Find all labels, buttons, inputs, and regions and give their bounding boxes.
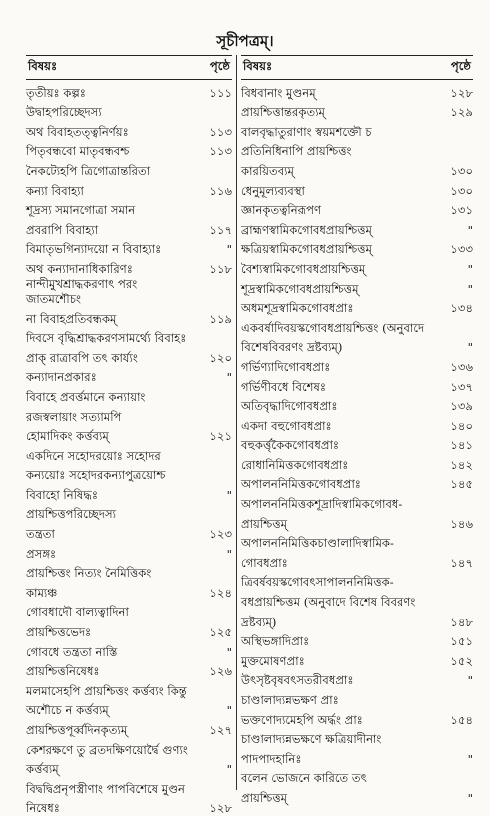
index-entry xyxy=(241,81,473,101)
index-entry xyxy=(26,522,232,542)
entry-subject: একদা বহুগোবধপ্রাঃ xyxy=(241,418,332,433)
index-entry xyxy=(241,101,473,121)
index-entry xyxy=(241,375,473,395)
entry-page-number: " xyxy=(467,281,473,296)
entry-page-number: ১২৬ xyxy=(209,664,232,679)
index-entry xyxy=(241,708,473,728)
index-entry xyxy=(241,395,473,415)
index-entry xyxy=(26,218,232,238)
entry-subject: দ্রষ্টব্যম্) xyxy=(241,614,277,629)
entry-page-number: ১৪২ xyxy=(450,457,473,472)
entry-page-number: ১১৯ xyxy=(209,311,232,326)
index-entry xyxy=(26,366,232,386)
entry-subject: প্রায়শ্চিত্তভেদঃ xyxy=(26,625,92,640)
entry-subject: কন্যাদানপ্রকারঃ xyxy=(26,370,97,385)
index-entry xyxy=(26,238,232,258)
entry-subject: উৎসৃষ্টবৃষবৎসতরীবধপ্রাঃ xyxy=(241,673,354,688)
entry-subject: অপালননিমিত্তিকচাণ্ডালাদিস্বামিক- xyxy=(241,536,394,551)
index-entry xyxy=(26,425,232,445)
entry-page-number: ১৪৭ xyxy=(450,555,473,570)
index-entry xyxy=(26,81,232,101)
entry-subject: বিমাতৃভগিন্যাদয়ো ন বিবাহ্যাঃ xyxy=(26,242,162,257)
entry-subject: নিষেধঃ xyxy=(26,801,60,816)
index-entry xyxy=(26,101,232,121)
index-entry xyxy=(26,640,232,660)
entry-page-number: ১২৮ xyxy=(450,85,473,100)
entry-subject: একবর্ষাদিবয়স্কগোবধপ্রায়শ্চিত্তং (অনুবাদে xyxy=(241,320,425,335)
entry-page-number: ১৩৭ xyxy=(450,379,473,394)
entry-subject: গোবধে তন্ত্রতা নাস্তি xyxy=(26,644,118,659)
entry-page-number: ১৩৯ xyxy=(450,399,473,414)
index-entry xyxy=(241,355,473,375)
column-divider xyxy=(236,55,237,790)
index-entry xyxy=(26,277,232,307)
entry-page-number: " xyxy=(226,370,232,385)
index-entry xyxy=(241,473,473,493)
subject-header: বিষয়ঃ xyxy=(243,59,273,73)
entry-subject: রজস্বলায়াং সত্যামপি xyxy=(26,409,122,424)
index-entry xyxy=(241,669,473,689)
index-entry xyxy=(26,562,232,582)
index-entry xyxy=(241,630,473,650)
entry-page-number: ১২৪ xyxy=(209,585,232,600)
index-entry xyxy=(241,277,473,297)
subject-header: বিষয়ঃ xyxy=(28,59,58,73)
index-entry xyxy=(241,512,473,532)
index-entry xyxy=(241,434,473,454)
entry-subject: ব্রাহ্মণস্বামিকগোবধপ্রায়শ্চিত্তম্ xyxy=(241,222,372,237)
entry-subject: অথ বিবাহতত্ত্বনির্ণয়ঃ xyxy=(26,124,129,139)
entry-page-number: " xyxy=(467,751,473,766)
index-entry xyxy=(26,738,232,758)
entry-subject: ধেনুমূল্যব্যবস্থা xyxy=(241,183,305,198)
index-entry xyxy=(241,767,473,787)
index-entry xyxy=(241,649,473,669)
entry-subject: পাদপাদহানিঃ xyxy=(241,751,302,766)
entry-subject: ক্ষত্রিয়স্বামিকগোবধপ্রায়শ্চিত্তম্ xyxy=(241,242,372,257)
entry-subject: বিদ্বদ্বিপ্রনৃপস্ত্রীণাং পাপবিশেষে মুণ্ডন xyxy=(26,781,185,796)
entry-subject: দিবসে বৃদ্ধিশ্রাদ্ধকরণসামর্থ্যে বিবাহঃ xyxy=(26,331,187,346)
index-entry xyxy=(241,238,473,258)
index-entry xyxy=(26,718,232,738)
index-entry xyxy=(241,590,473,610)
entry-page-number: ১৩০ xyxy=(450,163,473,178)
entry-page-number: ১১৩ xyxy=(209,144,232,159)
entry-page-number: ১১৭ xyxy=(209,222,232,237)
entry-subject: ভক্তণোদ্যমেহপি অর্দ্ধং প্রাঃ xyxy=(241,712,363,727)
entry-subject: কেশরক্ষণে তু ব্রতদক্ষিণয়োর্দ্বৈ গুণ্যং xyxy=(26,742,188,757)
entry-page-number: ১১১ xyxy=(209,85,232,100)
index-entry xyxy=(26,327,232,347)
index-entry xyxy=(241,571,473,591)
entry-subject: প্রায়শ্চিত্তান্তরকৃত্যম্ xyxy=(241,105,325,120)
entry-page-number: " xyxy=(226,644,232,659)
index-entry xyxy=(241,218,473,238)
index-entry xyxy=(241,786,473,806)
entry-subject: বলেন ভোজনে কারিতে তৎ xyxy=(241,771,367,786)
index-entry xyxy=(26,120,232,140)
index-entry xyxy=(26,777,232,797)
index-entry xyxy=(241,336,473,356)
index-entry xyxy=(241,297,473,317)
entry-page-number: ১২৯ xyxy=(450,105,473,120)
right-entries xyxy=(241,81,473,806)
entry-subject: অস্থিভঙ্গাদিপ্রাঃ xyxy=(241,634,310,649)
entry-page-number: ১২৩ xyxy=(209,527,232,542)
entry-subject: অতিবৃদ্ধাদিগোবধপ্রাঃ xyxy=(241,399,338,414)
index-entry xyxy=(241,492,473,512)
entry-subject: তৃতীয়ঃ কল্পঃ xyxy=(26,85,86,100)
index-entry xyxy=(241,688,473,708)
entry-page-number: ১৪১ xyxy=(450,438,473,453)
index-entry xyxy=(26,199,232,219)
entry-subject: কন্যয়োঃ সহোদরকন্যাপুত্রয়োশ্চ xyxy=(26,468,166,483)
entry-subject: শূদ্রস্বামিকগোবধপ্রায়শ্চিত্তম্ xyxy=(241,281,359,296)
entry-subject: মলমাসেহপি প্রায়শ্চিত্তং কর্ত্তব্যং কিন্তু xyxy=(26,683,187,698)
entry-subject: বিবাহো নিষিদ্ধঃ xyxy=(26,487,99,502)
entry-subject: প্রতিনিধিনাপি প্রায়শ্চিত্তং xyxy=(241,144,352,159)
entry-subject: পিতৃবন্ধবো মাতৃবন্ধবশ্চ xyxy=(26,144,130,159)
entry-subject: অথ কন্যাদানাধিকারিণঃ xyxy=(26,261,133,276)
entry-page-number: ১১৮ xyxy=(209,261,232,276)
entry-subject: বিবাহে প্রবর্ত্তমানে কন্যায়াং xyxy=(26,389,146,404)
entry-subject: একদিনে সহোদরয়োঃ সহোদর xyxy=(26,448,161,463)
index-entry xyxy=(241,257,473,277)
index-entry xyxy=(241,140,473,160)
index-entry xyxy=(26,542,232,562)
left-entries xyxy=(26,81,232,816)
index-entry xyxy=(26,346,232,366)
entry-page-number: " xyxy=(467,261,473,276)
entry-subject: কাম্যঞ্চ xyxy=(26,585,58,600)
index-entry xyxy=(26,444,232,464)
entry-page-number: ১৪৮ xyxy=(450,614,473,629)
entry-subject: নান্দীমুখশ্রাদ্ধকরণাৎ পরং জাতমশৌচং xyxy=(26,276,138,306)
entry-page-number: ১৩৩ xyxy=(450,242,473,257)
entry-page-number: " xyxy=(226,703,232,718)
entry-subject: নৈকট্যেহপি ত্রিগোত্রান্তরিতা xyxy=(26,163,151,178)
entry-subject: প্রায়শ্চিত্তপরিচ্ছেদস্য xyxy=(26,507,116,522)
entry-subject: প্রায়শ্চিত্তপূর্ব্বদিনকৃত্যম্ xyxy=(26,723,128,737)
index-entry xyxy=(26,464,232,484)
right-column-header xyxy=(241,55,473,80)
page-title: সূচীপত্রম্। xyxy=(216,32,274,50)
entry-subject: গোবধাদৌ বাল্যত্বাদিনা xyxy=(26,605,129,620)
index-entry xyxy=(26,405,232,425)
entry-subject: প্রায়শ্চিত্তং নিত্যং নৈমিত্তিকং xyxy=(26,566,152,581)
entry-subject: প্রায়শ্চিত্তম্ xyxy=(241,790,288,805)
entry-page-number: ১৫১ xyxy=(450,634,473,649)
entry-subject: কারয়িতব্যম্ xyxy=(241,163,294,178)
page-header: পৃষ্ঠে xyxy=(209,59,230,73)
entry-page-number: ১৫৪ xyxy=(450,712,473,727)
entry-subject: বিধবানাং মুণ্ডনম্ xyxy=(241,85,316,100)
index-entry xyxy=(241,199,473,219)
index-entry xyxy=(26,581,232,601)
entry-page-number: ১৪৫ xyxy=(450,477,473,492)
entry-subject: জ্ঞানকৃতত্বনিরূপণ xyxy=(241,203,321,218)
entry-page-number: ১৩০ xyxy=(450,183,473,198)
entry-page-number: " xyxy=(467,222,473,237)
index-entry xyxy=(26,385,232,405)
index-entry xyxy=(26,140,232,160)
index-entry xyxy=(241,610,473,630)
index-entry xyxy=(26,257,232,277)
entry-subject: কর্ত্তব্যম্ xyxy=(26,762,59,777)
left-column-header xyxy=(26,55,232,80)
entry-page-number: ১২৭ xyxy=(209,723,232,737)
entry-page-number: ১৪৬ xyxy=(450,516,473,531)
index-entry xyxy=(241,551,473,571)
entry-subject: প্রাক্ রাত্রাবপি তৎ কার্য্যং xyxy=(26,350,138,365)
entry-subject: অপালননিমিত্তকশূদ্রাদিস্বামিকগোবধ- xyxy=(241,497,403,512)
entry-page-number: ১২৫ xyxy=(209,625,232,640)
entry-subject: বহুকর্ত্তৃকৈকগোবধপ্রাঃ xyxy=(241,438,340,453)
index-entry xyxy=(241,179,473,199)
entry-page-number: " xyxy=(226,762,232,777)
entry-subject: চাণ্ডালাদ্যন্নভক্ষণ প্রাঃ xyxy=(241,693,339,707)
entry-subject: অধমশূদ্রস্বামিকগোবধপ্রাঃ xyxy=(241,301,354,316)
index-entry xyxy=(241,728,473,748)
entry-subject: বিশেষবিবরণং দ্রষ্টব্যম্) xyxy=(241,340,343,355)
index-entry xyxy=(26,620,232,640)
index-entry xyxy=(26,699,232,719)
index-entry xyxy=(26,601,232,621)
entry-subject: বালবৃদ্ধাতুরাণাং স্বয়মশক্তৌ চ xyxy=(241,124,372,139)
entry-page-number: ১৫২ xyxy=(450,653,473,668)
entry-subject: অশৌচে ন কর্ত্তব্যম্ xyxy=(26,703,109,718)
entry-subject: অপালননিমিত্তকগোবধপ্রাঃ xyxy=(241,477,361,492)
entry-page-number: ১৩১ xyxy=(450,203,473,218)
index-entry xyxy=(26,159,232,179)
entry-page-number: " xyxy=(467,340,473,355)
entry-subject: না বিবাহপ্রতিবন্ধকম্ xyxy=(26,311,117,326)
index-entry xyxy=(26,758,232,778)
entry-page-number: ১৪০ xyxy=(450,418,473,433)
right-column xyxy=(241,55,473,806)
left-column xyxy=(26,55,232,816)
entry-subject: প্রায়শ্চিত্তম্ xyxy=(241,516,288,531)
entry-subject: বৈশ্যস্বামিকগোবধপ্রায়শ্চিত্তম্ xyxy=(241,261,366,276)
entry-page-number: ১৩৬ xyxy=(450,359,473,374)
index-entry xyxy=(241,532,473,552)
entry-page-number: ১১৬ xyxy=(209,183,232,198)
entry-page-number: ১২৮ xyxy=(209,801,232,816)
entry-subject: মুক্তমোষণপ্রাঃ xyxy=(241,653,305,668)
index-entry xyxy=(241,453,473,473)
index-entry xyxy=(241,316,473,336)
entry-page-number: " xyxy=(226,546,232,561)
entry-page-number: " xyxy=(226,487,232,502)
index-entry xyxy=(26,483,232,503)
entry-subject: গোবধপ্রাঃ xyxy=(241,555,288,570)
index-entry xyxy=(26,679,232,699)
entry-page-number: ১১৩ xyxy=(209,124,232,139)
index-entry xyxy=(26,307,232,327)
entry-subject: গর্ভিণ্যাদিগোবধপ্রাঃ xyxy=(241,359,331,374)
index-entry xyxy=(26,660,232,680)
entry-subject: প্রায়শ্চিত্তনিষেধঃ xyxy=(26,664,100,679)
entry-page-number: ১২১ xyxy=(209,429,232,444)
entry-subject: ত্রিবর্ষবয়স্কগোবৎসাপালননিমিত্তক- xyxy=(241,575,394,590)
entry-page-number: " xyxy=(226,242,232,257)
index-entry xyxy=(241,159,473,179)
page-header: পৃষ্ঠে xyxy=(450,59,471,73)
entry-page-number: ১২০ xyxy=(209,350,232,365)
entry-page-number: " xyxy=(467,673,473,688)
entry-subject: প্রবরাপি বিবাহ্যা xyxy=(26,222,99,237)
entry-subject: তন্ত্রতা xyxy=(26,527,55,542)
index-entry xyxy=(241,747,473,767)
entry-subject: রোধানিমিত্তকগোবধপ্রাঃ xyxy=(241,457,349,472)
entry-subject: উদ্বাহপরিচ্ছেদস্য xyxy=(26,105,102,120)
entry-subject: বধপ্রায়শ্চিত্তম (অনুবাদে বিশেষ বিবরণং xyxy=(241,595,416,610)
entry-page-number: " xyxy=(467,790,473,805)
index-entry xyxy=(26,179,232,199)
entry-subject: শূদ্রস্য সমানগোত্রা সমান xyxy=(26,203,136,218)
index-entry xyxy=(26,503,232,523)
entry-subject: কন্যা বিবাহ্যা xyxy=(26,183,84,198)
entry-subject: হোমাদিকং কর্ত্তব্যম্ xyxy=(26,429,109,444)
index-entry xyxy=(241,120,473,140)
entry-subject: গর্ভিণীবধে বিশেষঃ xyxy=(241,379,327,394)
entry-subject: প্রসঙ্গঃ xyxy=(26,546,57,561)
index-entry xyxy=(241,414,473,434)
entry-subject: চাণ্ডালাদ্যন্নভক্ষণে ক্ষত্রিয়াদীনাং xyxy=(241,732,382,747)
entry-page-number: ১৩৪ xyxy=(450,301,473,316)
